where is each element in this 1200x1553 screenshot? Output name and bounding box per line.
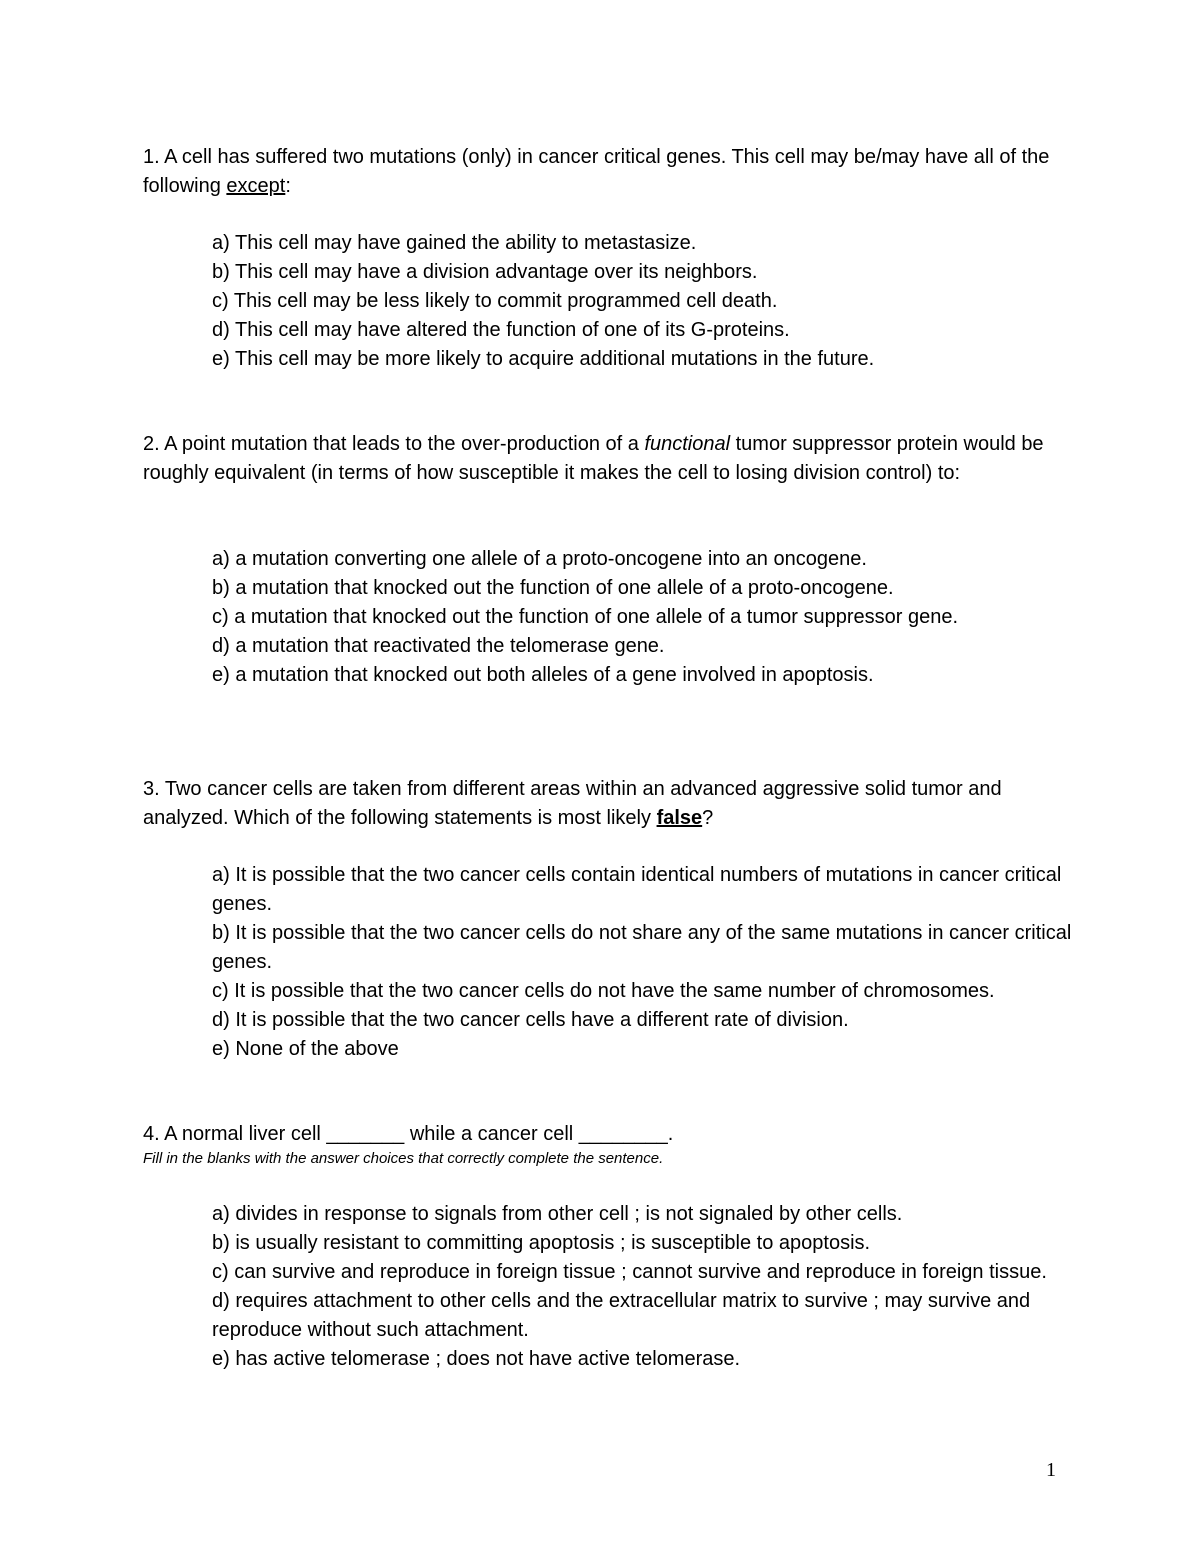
question-4-option-e: e) has active telomerase ; does not have active telomerase. (212, 1348, 741, 1370)
question-1-stem-text: 1. A cell has suffered two mutations (only) in cancer critical genes. This cell may be/may have all of the following (143, 146, 1050, 197)
question-4-option-d: d) requires attachment to other cells and the extracellular matrix to survive ; may survive and reproduce without such attachment. (212, 1290, 1031, 1341)
question-4-instruction: Fill in the blanks with the answer choices that correctly complete the sentence. (143, 1150, 664, 1167)
question-2-option-a: a) a mutation converting one allele of a proto-oncogene into an oncogene. (212, 548, 867, 570)
question-3-emphasized-word: false (656, 807, 703, 829)
question-2-option-c: c) a mutation that knocked out the function of one allele of a tumor suppressor gene. (212, 606, 959, 628)
question-2-stem-text: 2. A point mutation that leads to the over-production of a (143, 433, 645, 455)
question-1-option-b: b) This cell may have a division advantage over its neighbors. (212, 261, 758, 283)
question-1-option-c: c) This cell may be less likely to commit programmed cell death. (212, 290, 778, 312)
question-4-option-c: c) can survive and reproduce in foreign tissue ; cannot survive and reproduce in foreign tissue. (212, 1261, 1047, 1283)
question-3-option-e: e) None of the above (212, 1038, 399, 1060)
question-3-option-d: d) It is possible that the two cancer cells have a different rate of division. (212, 1009, 849, 1031)
question-4-option-a: a) divides in response to signals from other cell ; is not signaled by other cells. (212, 1203, 903, 1225)
question-2-option-e: e) a mutation that knocked out both alleles of a gene involved in apoptosis. (212, 664, 874, 686)
question-3-options (212, 861, 1092, 1064)
page-number: 1 (1046, 1459, 1056, 1481)
question-1-option-a: a) This cell may have gained the ability to metastasize. (212, 232, 697, 254)
question-2-option-d: d) a mutation that reactivated the telomerase gene. (212, 635, 665, 657)
question-4-option-b: b) is usually resistant to committing apoptosis ; is susceptible to apoptosis. (212, 1232, 871, 1254)
question-3-stem-end: ? (702, 807, 714, 829)
question-3-stem (143, 775, 1083, 833)
question-4-stem (143, 1120, 1083, 1149)
question-1-stem-end: : (285, 175, 291, 197)
question-4-options (212, 1200, 1092, 1374)
question-2-italic-word: functional (644, 433, 731, 455)
question-1-stem (143, 143, 1083, 201)
question-1-options (212, 229, 1092, 374)
question-2-options (212, 545, 1092, 690)
question-3-option-c: c) It is possible that the two cancer cells do not have the same number of chromosomes. (212, 980, 995, 1002)
question-2-stem (143, 430, 1083, 488)
question-2-option-b: b) a mutation that knocked out the function of one allele of a proto-oncogene. (212, 577, 894, 599)
question-3-option-b: b) It is possible that the two cancer cells do not share any of the same mutations in cancer critical genes. (212, 922, 1072, 973)
question-3-stem-text: 3. Two cancer cells are taken from different areas within an advanced aggressive solid tumor and analyzed. Which of the following statements is most likely (143, 778, 1002, 829)
question-1-underlined-word: except (226, 175, 286, 197)
question-1-option-e: e) This cell may be more likely to acquire additional mutations in the future. (212, 348, 875, 370)
question-4-stem-text: 4. A normal liver cell _______ while a cancer cell ________. (143, 1123, 674, 1145)
question-2-stem-end: tumor suppressor protein would be roughly equivalent (in terms of how susceptible it makes the cell to losing division control) to: (143, 433, 1044, 484)
question-1-option-d: d) This cell may have altered the function of one of its G-proteins. (212, 319, 790, 341)
question-3-option-a: a) It is possible that the two cancer cells contain identical numbers of mutations in cancer critical genes. (212, 864, 1062, 915)
